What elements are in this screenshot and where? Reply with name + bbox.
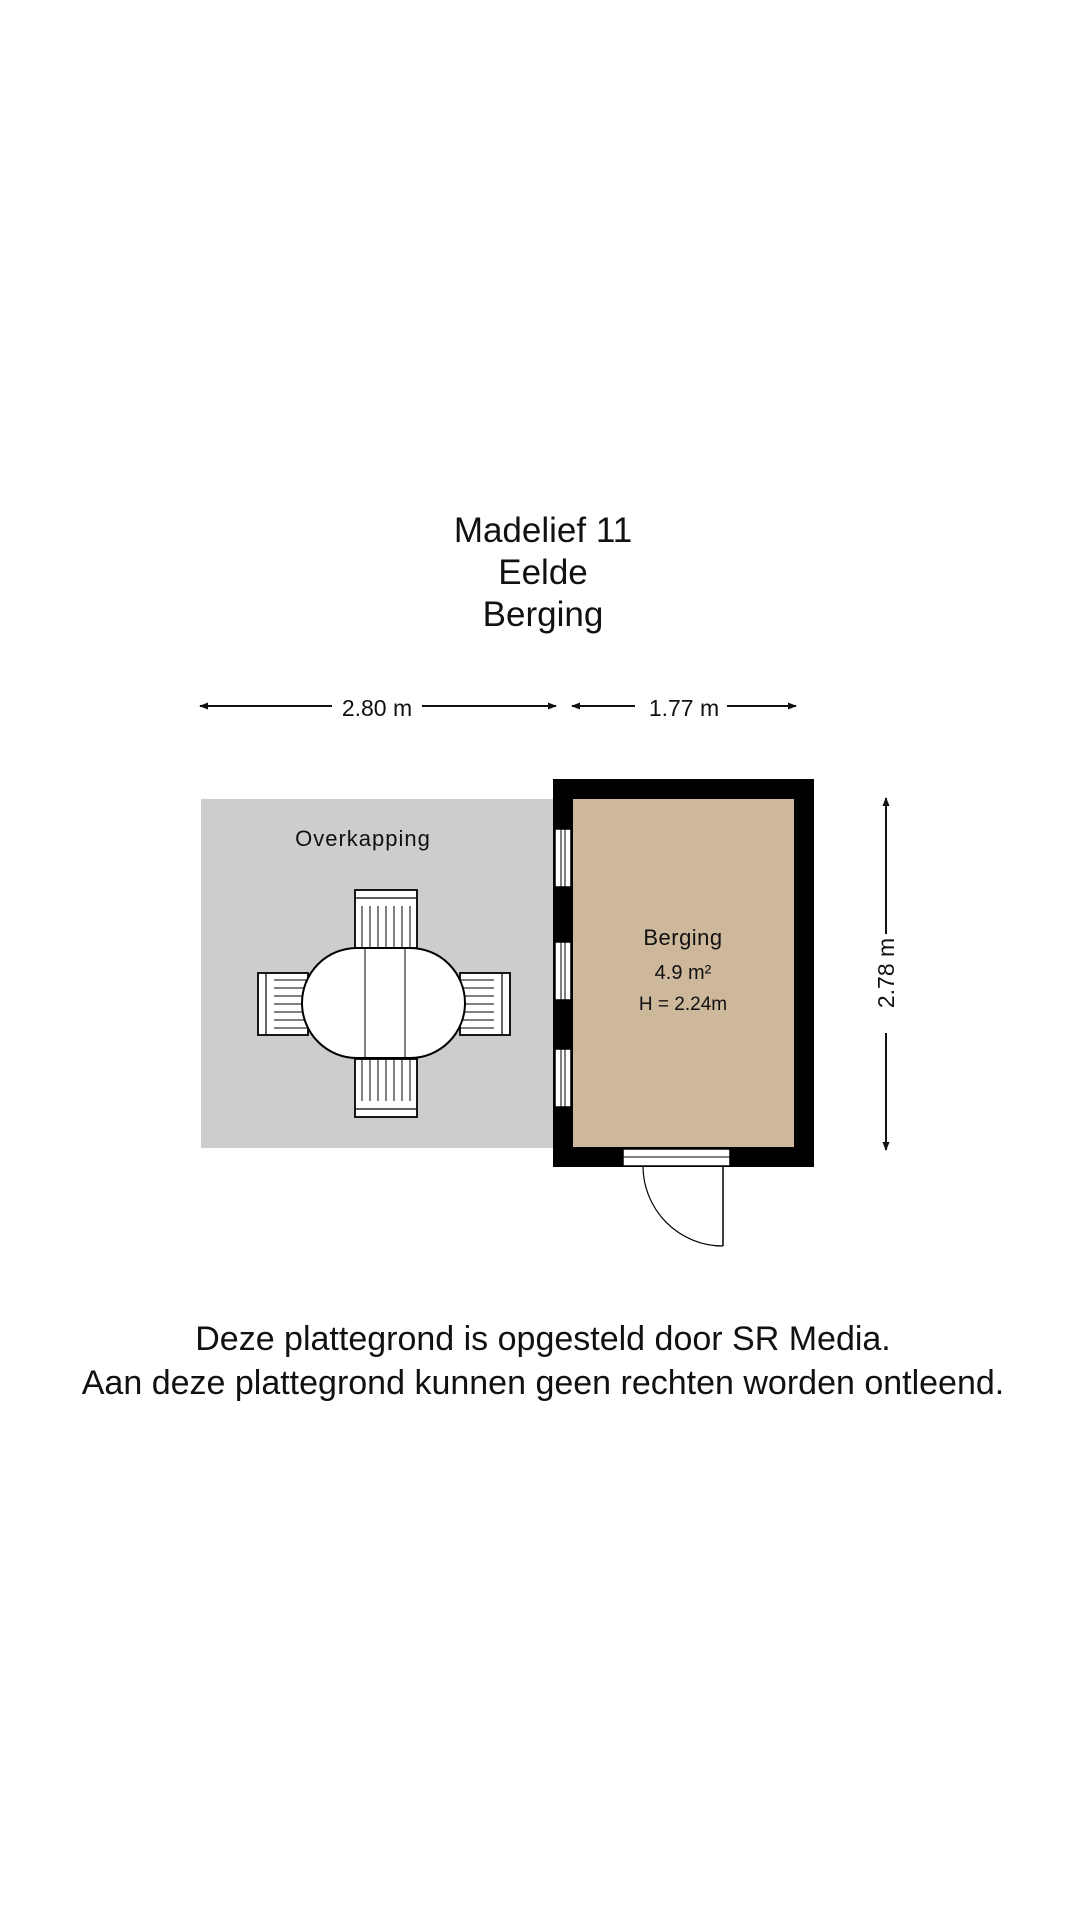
overkapping-label: Overkapping bbox=[295, 826, 431, 851]
window-north bbox=[555, 829, 571, 887]
disclaimer bbox=[0, 1317, 1080, 1405]
berging-area: 4.9 m² bbox=[654, 962, 712, 984]
berging-label: Berging bbox=[643, 925, 723, 950]
disclaimer-line-2: Aan deze plattegrond kunnen geen rechten worden ontleend. bbox=[81, 1364, 1005, 1402]
dimension-label: 2.80 m bbox=[341, 695, 413, 721]
door-swing-arc bbox=[643, 1166, 723, 1246]
floor-title: Berging bbox=[482, 595, 604, 634]
dimension-berging-depth bbox=[873, 798, 899, 1150]
window-middle bbox=[555, 942, 571, 1000]
berging-height: H = 2.24m bbox=[638, 994, 728, 1015]
door bbox=[623, 1149, 730, 1246]
address-title: Madelief 11 bbox=[453, 511, 633, 550]
disclaimer-line-1: Deze plattegrond is opgesteld door SR Media. bbox=[195, 1320, 891, 1358]
chair-south bbox=[355, 1059, 417, 1117]
dimension-overkapping-width bbox=[200, 695, 556, 721]
chair-east bbox=[460, 973, 510, 1035]
chair-north bbox=[355, 890, 417, 948]
oval-table bbox=[302, 948, 465, 1058]
dimension-berging-width bbox=[572, 695, 796, 721]
city-title: Eelde bbox=[498, 553, 588, 592]
dimension-label: 2.78 m bbox=[873, 937, 899, 1009]
window-south bbox=[555, 1049, 571, 1107]
chair-west bbox=[258, 973, 308, 1035]
dimension-label: 1.77 m bbox=[648, 695, 720, 721]
